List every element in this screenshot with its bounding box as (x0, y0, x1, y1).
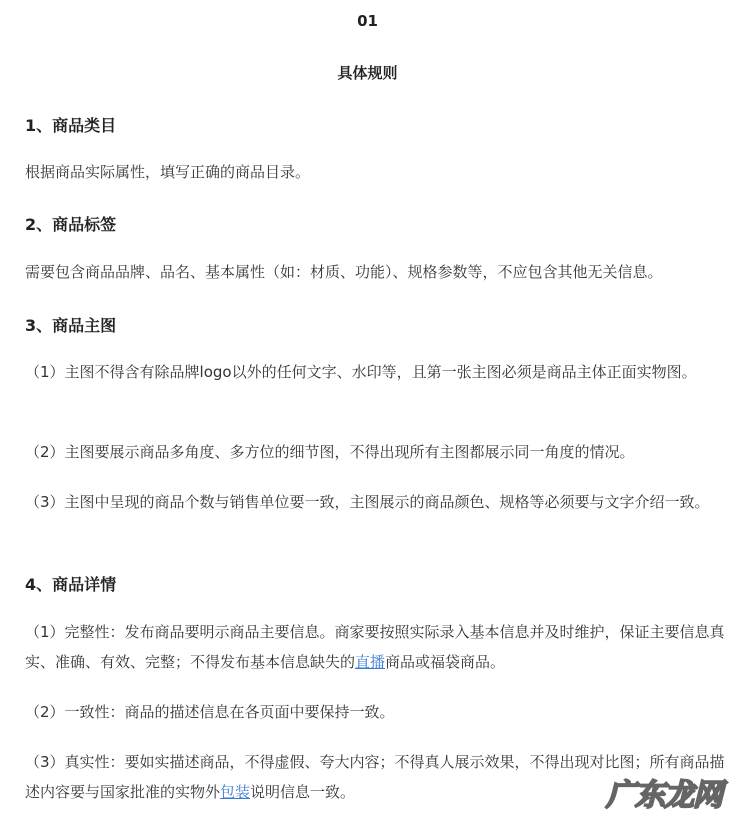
paragraph-details-2: （2）一致性：商品的描述信息在各页面中要保持一致。 (25, 703, 395, 721)
paragraph-tags: 需要包含商品品牌、品名、基本属性（如：材质、功能）、规格参数等，不应包含其他无关信息。 (25, 263, 663, 281)
watermark-logo: 广东龙网 (606, 778, 722, 813)
paragraph-text: （3）真实性：要如实描述商品，不得虚假、夸大内容；不得真人展示效果，不得出现对比图；所有商品描述内容要与国家批准的实物外 (25, 753, 725, 801)
paragraph-main-image-3: （3）主图中呈现的商品个数与销售单位要一致，主图展示的商品颜色、规格等必须要与文字介绍一致。 (25, 493, 710, 511)
heading-tags: 2、商品标签 (25, 215, 117, 234)
section-title: 具体规则 (337, 64, 398, 82)
heading-category: 1、商品类目 (25, 116, 117, 135)
paragraph-text: （1）完整性：发布商品要明示商品主要信息。商家要按照实际录入基本信息并及时维护，保证主要信息真实、准确、有效、完整；不得发布基本信息缺失的 (25, 623, 725, 671)
link-packaging[interactable]: 包装 (220, 783, 251, 801)
link-live-stream[interactable]: 直播 (355, 653, 386, 671)
heading-details: 4、商品详情 (25, 575, 117, 594)
section-number: 01 (357, 12, 378, 30)
paragraph-text: 商品或福袋商品。 (385, 653, 506, 671)
paragraph-details-1 (25, 617, 725, 677)
paragraph-main-image-2: （2）主图要展示商品多角度、多方位的细节图，不得出现所有主图都展示同一角度的情况。 (25, 443, 635, 461)
paragraph-main-image-1: （1）主图不得含有除品牌logo以外的任何文字、水印等，且第一张主图必须是商品主体正面实物图。 (25, 363, 697, 381)
paragraph-category: 根据商品实际属性，填写正确的商品目录。 (25, 163, 311, 181)
paragraph-text: 说明信息一致。 (250, 783, 356, 801)
heading-main-image: 3、商品主图 (25, 316, 117, 335)
